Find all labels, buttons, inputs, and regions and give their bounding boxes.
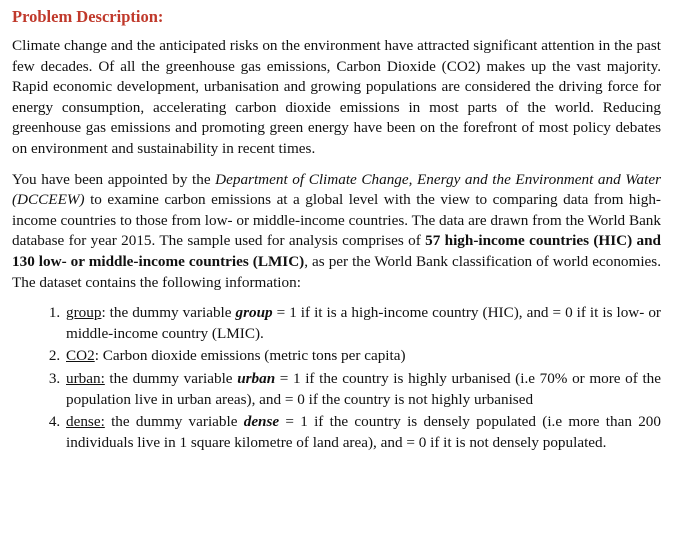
text-span: , as per the World Bank classification of world economies. The dataset contains the following information: [12, 252, 661, 291]
dataset-variable-list [12, 303, 661, 453]
text-span: the dummy variable [104, 413, 244, 431]
variable-name: group [235, 304, 273, 322]
list-item [64, 412, 661, 453]
list-item [64, 369, 661, 410]
assignment-paragraph [12, 170, 661, 294]
list-item [64, 346, 661, 367]
text-span: = 1 if the country is highly urbanised (i.e 70% or more of the population live in urban areas), and = 0 if the country is not highly urbanised [66, 369, 662, 408]
problem-description-heading: Problem Description: [12, 7, 164, 26]
text-span: the dummy variable [104, 369, 238, 387]
sample-description: 57 high-income countries (HIC) and 130 low- or middle-income countries (LMIC) [12, 232, 661, 270]
text-span: = 1 if the country is densely populated (i.e more than 200 individuals live in 1 square kilometre of land area), and = 0 if it is not densely populated. [66, 413, 661, 451]
text-span: = 1 if it is a high-income country (HIC), and = 0 if it is low- or middle-income country (LMIC). [66, 304, 661, 342]
variable-term: urban: [66, 369, 105, 387]
text-span: : Carbon dioxide emissions (metric tons per capita) [94, 347, 406, 365]
variable-name: urban [237, 369, 276, 387]
department-name: Department of Climate Change, Energy and the Environment and Water (DCCEEW) [12, 170, 661, 209]
list-item [64, 303, 661, 344]
variable-term: CO2 [66, 347, 95, 365]
variable-term: group [66, 304, 102, 322]
text-span: You have been appointed by the [12, 170, 216, 188]
intro-paragraph: Climate change and the anticipated risks on the environment have attracted significant attention in the past few decades. Of all the greenhouse gas emissions, Carbon Dioxide (CO2) makes up the vast majority. Rapid economic development, urbanisation and growing populations are considered the driving force for energy consumption, accelerating carbon dioxide emissions in most parts of the world. Reducing greenhouse gas emissions and promoting green energy have been on the forefront of most policy debates on environment and sustainability in recent times. [12, 37, 661, 157]
text-span: to examine carbon emissions at a global level with the view to comparing data from high-income countries to those from low- or middle-income countries. The data are drawn from the World Bank database for year 2015. The sample used for analysis comprises of [12, 191, 661, 250]
variable-name: dense [243, 413, 280, 431]
text-span: : the dummy variable [101, 304, 236, 322]
variable-term: dense: [66, 413, 105, 431]
